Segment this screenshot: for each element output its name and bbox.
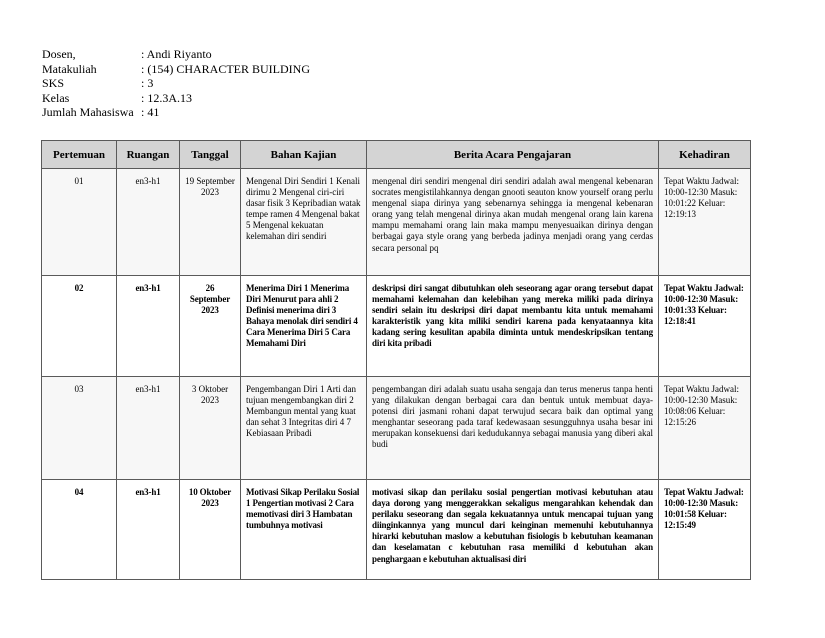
berita-acara-cell: mengenal diri sendiri mengenal diri sendiri adalah awal mengenal kebenaran socrates mengistilahkannya dengan gnooti seauton know yourself orang perlu mengenal siapa dirinya yang sebenarnya sehingga ia mengenal kebenaran orang yang telah mengenal dirinya akan mudah mengenal orang lain karena mampu memahami orang lain maka mampu menyesuaikan dirinya dengan berbagai gaya style orang yang berbeda jadinya menjadi orang yang cerdas secara personal pq [367,169,659,276]
bahan-kajian-cell: Pengembangan Diri 1 Arti dan tujuan mengembangkan diri 2 Membangun mental yang kuat dan sehat 3 Integritas diri 4 7 Kebiasaan Pribadi [241,377,367,480]
kehadiran-cell: Tepat Waktu Jadwal: 10:00-12:30 Masuk: 10:01:22 Keluar: 12:19:13 [659,169,751,276]
dosen-row [42,47,310,62]
kehadiran-cell: Tepat Waktu Jadwal: 10:00-12:30 Masuk: 10:01:58 Keluar: 12:15:49 [659,480,751,580]
col-header-bahan-kajian: Bahan Kajian [241,141,367,169]
sks-value: : 3 [141,76,154,91]
berita-acara-cell: deskripsi diri sangat dibutuhkan oleh seseorang agar orang tersebut dapat memahami kelemahan dan kelebihan yang mereka miliki pada dirinya sendiri selain itu deskripsi diri dapat membantu kita untuk memahami karakteristik yang kita miliki sendiri karena pada kenyataannya kita kadang sering kesulitan apabila diminta untuk mendeskripsikan tentang diri kita pribadi [367,276,659,377]
pertemuan-cell: 01 [42,169,117,276]
table-row [42,480,751,580]
bahan-kajian-cell: Menerima Diri 1 Menerima Diri Menurut para ahli 2 Definisi menerima diri 3 Bahaya menolak diri sendiri 4 Cara Menerima Diri 5 Cara Memahami Diri [241,276,367,377]
sks-label: SKS [42,76,65,91]
jumlah-mahasiswa-value: : 41 [141,105,160,120]
col-header-pertemuan: Pertemuan [42,141,117,169]
tanggal-cell: 19 September 2023 [180,169,241,276]
kelas-label: Kelas [42,90,70,105]
sks-row [42,76,310,91]
col-header-kehadiran: Kehadiran [659,141,751,169]
matakuliah-value: : (154) CHARACTER BUILDING [141,61,310,76]
tanggal-cell: 26 September 2023 [180,276,241,377]
pertemuan-cell: 02 [42,276,117,377]
dosen-value: : Andi Riyanto [141,47,212,61]
table-header-row [42,141,751,169]
berita-acara-cell: motivasi sikap dan perilaku sosial pengertian motivasi kebutuhan atau daya dorong yang menggerakkan sekaligus mengarahkan kehendak dan perilaku seseorang dan segala kekuatannya untuk mencapai tujuan yang diinginkannya yang muncul dari keinginan memenuhi kebutuhannya hirarki kebutuhan maslow a kebutuhan fisiologis b kebutuhan keamanan dan keselamatan c kebutuhan rasa memiliki d kebutuhan akan penghargaan e kebutuhan aktualisasi diri [367,480,659,580]
tanggal-cell: 3 Oktober 2023 [180,377,241,480]
jumlah-mahasiswa-label: Jumlah Mahasiswa [42,105,134,120]
ruangan-cell: en3-h1 [117,276,180,377]
course-info-header [42,47,310,120]
table-row [42,377,751,480]
table-row [42,169,751,276]
ruangan-cell: en3-h1 [117,480,180,580]
kelas-value: : 12.3A.13 [141,90,192,105]
table-row [42,276,751,377]
dosen-label: Dosen, [42,47,76,61]
col-header-tanggal: Tanggal [180,141,241,169]
bahan-kajian-cell: Motivasi Sikap Perilaku Sosial 1 Pengertian motivasi 2 Cara memotivasi diri 3 Hambatan tumbuhnya motivasi [241,480,367,580]
pertemuan-cell: 03 [42,377,117,480]
jumlah-mahasiswa-row [42,105,310,120]
ruangan-cell: en3-h1 [117,377,180,480]
matakuliah-label: Matakuliah [42,61,97,76]
ruangan-cell: en3-h1 [117,169,180,276]
col-header-berita-acara: Berita Acara Pengajaran [367,141,659,169]
bahan-kajian-cell: Mengenal Diri Sendiri 1 Kenali dirimu 2 Mengenal ciri-ciri dasar fisik 3 Kepribadian watak tempe ramen 4 Mengenal bakat 5 Mengenal kekuatan kelemahan diri sendiri [241,169,367,276]
col-header-ruangan: Ruangan [117,141,180,169]
kehadiran-cell: Tepat Waktu Jadwal: 10:00-12:30 Masuk: 10:01:33 Keluar: 12:18:41 [659,276,751,377]
kelas-row [42,91,310,106]
teaching-report-table [41,140,751,580]
kehadiran-cell: Tepat Waktu Jadwal: 10:00-12:30 Masuk: 10:08:06 Keluar: 12:15:26 [659,377,751,480]
pertemuan-cell: 04 [42,480,117,580]
tanggal-cell: 10 Oktober 2023 [180,480,241,580]
matakuliah-row [42,62,310,77]
berita-acara-cell: pengembangan diri adalah suatu usaha sengaja dan terus menerus tanpa henti yang dilakukan dengan berbagai cara dan bentuk untuk membuat daya-potensi diri jasmani rohani dapat terwujud secara baik dan optimal yang menghantar seseorang pada taraf kedewasaan sesungguhnya usaha besar ini merupakan konsekuensi dari kedudukannya sebagai manusia yang diberi akal budi [367,377,659,480]
